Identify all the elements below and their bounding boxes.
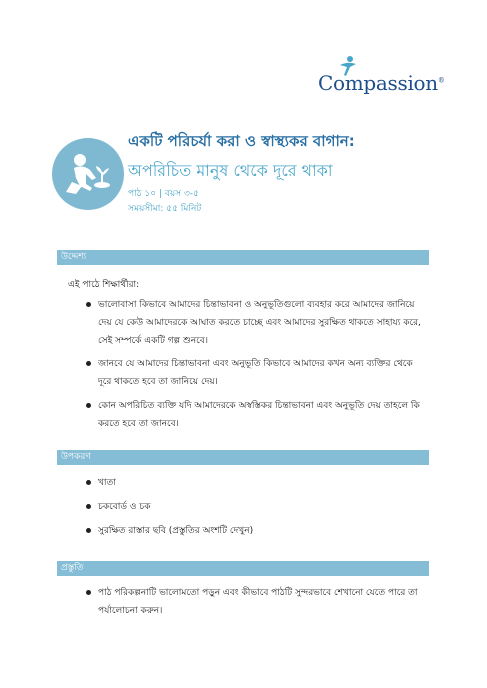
bullet-icon	[86, 590, 91, 595]
bullet-icon	[86, 302, 91, 307]
page-subtitle: অপরিচিত মানুষ থেকে দূরে থাকা	[128, 161, 333, 180]
material-item: সুরক্ষিত রাস্তার ছবি (প্রস্তুতির অংশটি দেখুন)	[98, 522, 424, 540]
section-heading-objectives: উদ্দেশ্য	[57, 250, 429, 265]
material-item: খাতা	[98, 474, 424, 492]
section-heading-preparation: প্রস্তুতি	[57, 561, 429, 576]
objective-item: জানবে যে আমাদের চিন্তাভাবনা এবং অনুভূতি কিভাবে আমাদের কখন অন্য ব্যক্তির থেকে দূরে থাকতে হবে তা জানিয়ে দেয়।	[98, 355, 424, 391]
lesson-duration: সময়সীমা: ৫৫ মিনিট	[128, 204, 202, 214]
objective-item: কোন অপরিচিত ব্যক্তি যদি আমাদেরকে অস্বস্তিকর চিন্তাভাবনা এবং অনুভূতি দেয় তাহলে কি করতে হবে তা জানবে।	[98, 397, 424, 433]
bullet-icon	[86, 528, 91, 533]
objective-item: ভালোবাসা কিভাবে আমাদের চিন্তাভাবনা ও অনুভূতিগুলো ব্যবহার করে আমাদের জানিয়ে দেয় যে কেউ আমাদেরকে আঘাত করতে চাচ্ছে এবং আমাদের সুরক্ষিত থাকতে সাহায্য করে, সেই সম্পর্কে একটি গল্প শুনবে।	[98, 296, 424, 350]
bullet-icon	[86, 480, 91, 485]
logo-text: Compassion®	[318, 71, 445, 95]
preparation-item: পাঠ পরিকল্পনাটি ভালোমতো পড়ুন এবং কীভাবে পাঠটি সুন্দরভাবে শেখানো যেতে পারে তা পর্যালোচনা করুন।	[98, 584, 424, 620]
objectives-intro: এই পাঠে শিক্ষার্থীরা:	[68, 280, 140, 290]
compassion-logo	[318, 55, 445, 100]
material-item: চকবোর্ড ও চক	[98, 498, 424, 516]
bullet-icon	[86, 361, 91, 366]
child-planting-icon	[52, 138, 124, 210]
page-title: একটি পরিচর্যা করা ও স্বাস্থ্যকর বাগান:	[128, 132, 355, 150]
lesson-meta: পাঠ ১০ | বয়স ৩-৫	[128, 189, 199, 199]
bullet-icon	[86, 504, 91, 509]
bullet-icon	[86, 403, 91, 408]
section-heading-materials: উপকরণ	[57, 450, 429, 465]
